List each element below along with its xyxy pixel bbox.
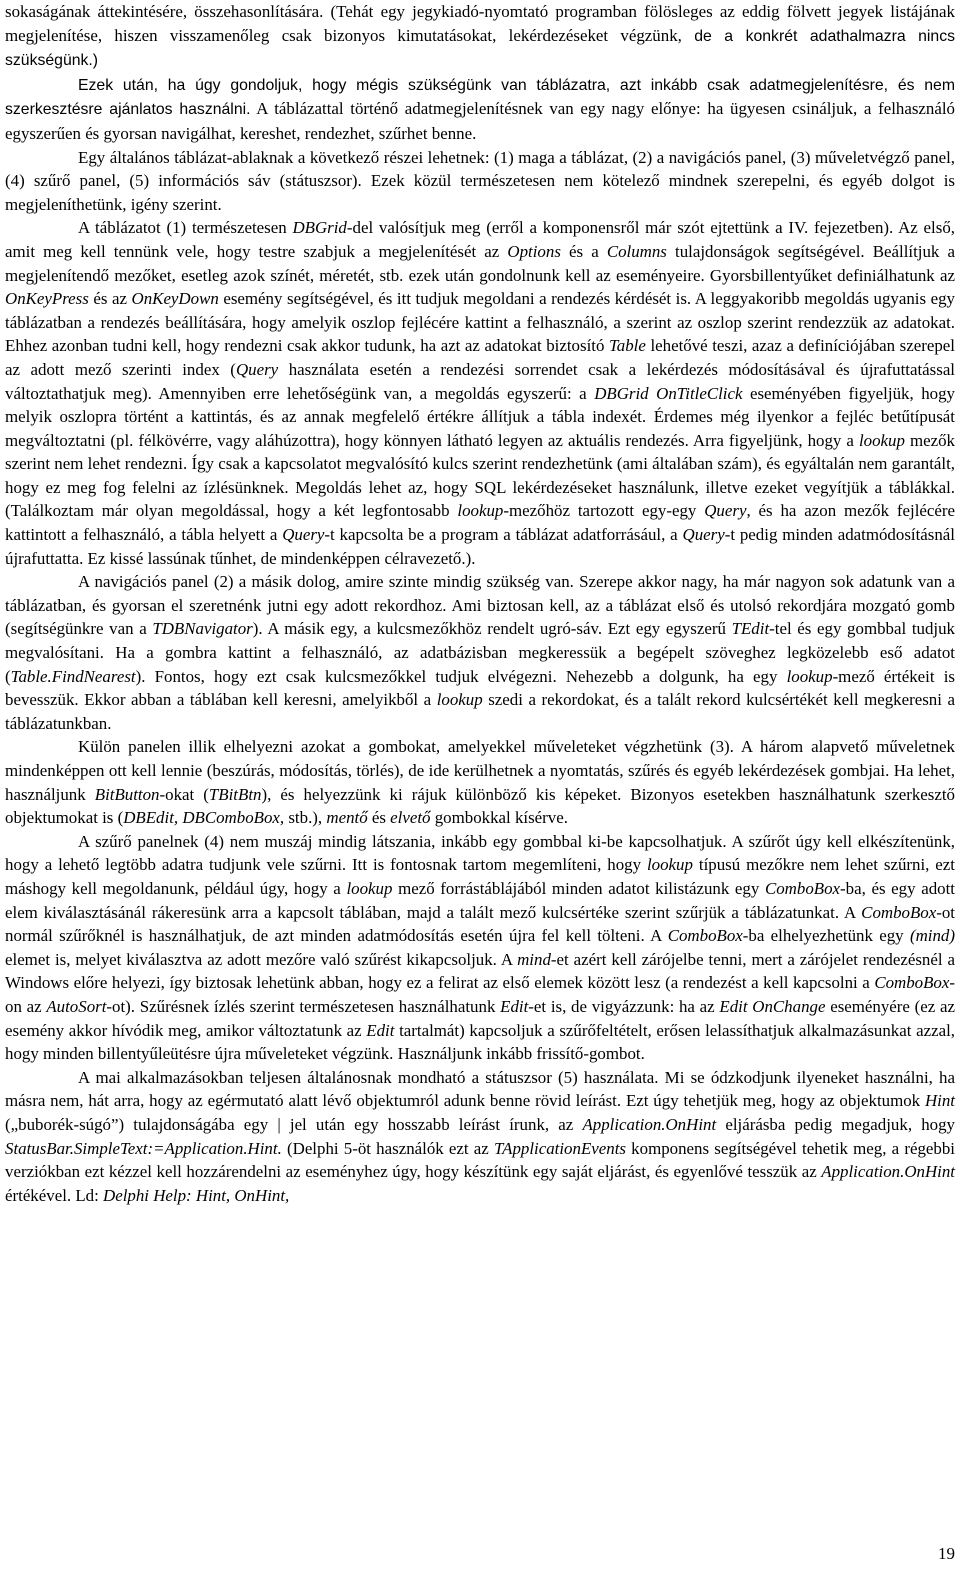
paragraph [5, 146, 955, 217]
italic-term: Application.OnHint [582, 1114, 717, 1134]
paragraph [5, 73, 955, 146]
italic-term: DBGrid [292, 218, 347, 238]
italic-term: lookup [646, 855, 693, 875]
text-run: lehetővé teszi, azaz a definíciójában szerepel az adott mező szerinti index ( [5, 336, 955, 379]
italic-term: Table.FindNearest [10, 666, 136, 686]
page-number: 19 [938, 1544, 955, 1563]
italic-term: StatusBar.SimpleText:=Application.Hint. [5, 1138, 282, 1158]
paragraph [5, 216, 955, 570]
text-run: eseményére (ez az esemény akkor hívódik meg, amikor változtatunk az [5, 996, 955, 1040]
text-run: A navigációs panel (2) a másik dolog, amire szinte mindig szükség van. Szerepe akkor nagy, ha már nagyon sok adatunk van a táblázatban, és gyorsan el szeretnénk jutni egy adott rekordhoz. Ami biztosan kell, az a táblázat első és utolsó rekordjára mozgató gomb (segítségünkre van a [5, 572, 955, 639]
text-run: -mező értékeit is bevesszük. Ekkor abban a táblában kell keresni, amelyikből a [5, 666, 955, 710]
text-run: -t pedig minden adatmódosításnál újrafuttatta. Ez kissé lassúnak tűnhet, de mindenképpen célravezető.). [5, 525, 955, 568]
text-run: tartalmát) kapcsoljuk a szűrőfeltételt, erősen lelassíthatjuk alkalmazásunkat azzal, hogy minden billentyűleütésre újra műveleteket végzünk. Használjunk inkább frissítő-gombot. [5, 1020, 955, 1064]
italic-term: TEdit [731, 619, 770, 639]
text-run: -on az [5, 973, 955, 1016]
text-run: ). Fontos, hogy ezt csak kulcsmezőkkel tudjuk elvégezni. Nehezebb a dolgunk, ha egy [135, 666, 787, 686]
italic-term: Columns [606, 241, 667, 261]
paragraph [5, 1066, 955, 1208]
text-run: eljárásba pedig megadjuk, hogy [716, 1114, 955, 1134]
text-run: (Delphi 5-öt használók ezt az [281, 1138, 494, 1158]
italic-term: Table [608, 336, 646, 356]
text-run: A táblázatot (1) természetesen [78, 218, 293, 238]
italic-term: Query [704, 501, 747, 521]
italic-term: ComboBox [861, 902, 937, 922]
text-run: -del valósítjuk meg (erről a komponensről már szót ejtettünk a IV. fejezetben). Az első, amit meg kell tennünk vele, hogy testre szabjuk a megjelenítését az [5, 218, 955, 261]
text-run: mezők szerint nem lehet rendezni. Így csak a kapcsolatot megvalósító kulcs szerint rendezhetünk (ami általában szám), és egyáltalán nem garantált, hogy ez meg fog felelni az ízlésünknek. Megoldás lehet az, hogy SQL lekérdezéseket használunk, illetve ezeket vegyítjük a táblákkal. (Találkoztam már olyan megoldással, hogy a két legfontosabb [5, 430, 955, 521]
italic-term: DBGrid OnTitleClick [594, 383, 743, 403]
italic-term: Delphi Help: Hint, OnHint, [103, 1185, 290, 1205]
text-run: esemény segítségével, és itt tudjuk megoldani a rendezés kérdését is. A leggyakoribb megoldás ugyanis egy táblázatban a rendezés beállítására, hogy amelyik oszlop fejlécére kattint a felhasználó, a szerint az oszlop szerint rendezzük az adatokat. Ehhez azonban tudni kell, hogy rendezni csak akkor tudunk, ha azt az adatokat biztosító [5, 289, 955, 356]
italic-term: AutoSort [46, 996, 107, 1016]
italic-term: ComboBox [764, 878, 841, 898]
text-run: szedi a rekordokat, és a talált rekord kulcsértékét kell megkeresni a táblázatunkban. [5, 690, 955, 733]
text-run: típusú mezőkre nem lehet szűrni, ezt máshogy kell megoldanunk, például úgy, hogy a [5, 855, 955, 898]
text-run: elemet is, melyet kiválasztva az adott mezőre való szűrést kikapcsoljuk. A [5, 949, 518, 969]
italic-term: lookup [786, 666, 833, 686]
italic-term: ComboBox [667, 926, 743, 946]
italic-term: DBEdit, DBComboBox, [123, 808, 285, 828]
text-run: A szűrő panelnek (4) nem muszáj mindig látszania, inkább egy gombbal ki-be kapcsolhatjuk. A szűrőt úgy kell elkészítenünk, hogy a lehető legtöbb adatra tudjunk vele szűrni. Itt is fontosnak tartom megemlíteni, hogy [5, 831, 955, 875]
text-run: ), és helyezzünk ki rájuk különböző kis képeket. Bizonyos esetekben használhatunk szerkesztő objektumokat is ( [5, 784, 955, 828]
text-run: gombokkal kísérve. [430, 808, 568, 828]
text-run: („buborék-súgó”) tulajdonságába egy | jel után egy hosszabb leírást írunk, az [5, 1114, 583, 1134]
italic-term: lookup [436, 690, 483, 710]
italic-term: ComboBox [874, 973, 950, 993]
text-run: stb.), [284, 808, 327, 828]
text-run: eseményében figyeljük, hogy melyik oszlopra történt a kattintás, és az annak megfelelő értékre állítjuk a tábla indexét. Érdemes még ilyenkor a fejléc betűtípusát megváltoztatni (pl. félkövérre, vagy aláhúzottra), hogy könnyen látható legyen az aktuális rendezés. Arra figyeljünk, hogy a [5, 383, 955, 450]
italic-term: Query [282, 525, 325, 545]
italic-term: lookup [457, 501, 504, 521]
italic-term: Query [235, 359, 279, 379]
text-run: de a konkrét adathalmazra nincs szükségünk.) [5, 27, 955, 70]
text-run: tulajdonságok segítségével. Beállítjuk a megjelenítendő mezőket, esetleg azok színét, méretét, stb. ezek után gondolnunk kell az eseményeire. Gyorsbillentyűket definiálhatunk az [5, 241, 955, 285]
text-run: -t kapcsolta be a program a táblázat adatforrásául, a [324, 525, 683, 545]
paragraph [5, 570, 955, 735]
text-run: komponens segítségével tehetik meg, a régebbi verziókban ezt kézzel kell hozzárendelni az eseményhez úgy, hogy készítünk egy saját eljárást, és egyenlővé tesszük az [5, 1138, 955, 1182]
text-run: mező forrástáblájából minden adatot kilistázunk egy [392, 878, 765, 898]
paragraph [5, 0, 955, 73]
text-run: -et is, de vigyázzunk: ha az [528, 996, 720, 1016]
italic-term: Hint [924, 1091, 955, 1111]
text-run: -et azért kell zárójelbe tenni, mert a zárójelet rendezésnél a Windows előre helyezi, így biztosak lehetünk abban, hogy ez a felirat az első elemek között lesz (a rendezést a kell kapcsolni a [5, 949, 955, 993]
italic-term: BitButton [94, 784, 160, 804]
text-run: és az [88, 289, 132, 309]
text-run: Külön panelen illik elhelyezni azokat a gombokat, amelyekkel műveleteket végzhetünk (3). A három alapvető műveletnek mindenképpen ott kell lennie (beszúrás, módosítás, törlés), de ide kerülhetnek a nyomtatás, szűrés és egyéb lekérdezések gombjai. Ha lehet, használjunk [5, 737, 955, 804]
italic-term: Application.OnHint [821, 1162, 955, 1182]
italic-term: lookup [346, 878, 393, 898]
text-run: sokaságának áttekintésére, összehasonlítására. (Tehát egy jegykiadó-nyomtató programban fölösleges az eddig fölvett jegyek listájának megjelenítése, hiszen visszamenőleg csak bizonyos kimutatásokat, lekérdezéseket végzünk, [5, 2, 955, 45]
italic-term: TDBNavigator [152, 619, 253, 639]
text-run: -ot). Szűrésnek ízlés szerint természetesen használhatunk [106, 996, 501, 1016]
italic-term: Edit [500, 996, 529, 1016]
text-run: értékével. Ld: [5, 1185, 104, 1205]
italic-term: Edit [366, 1020, 395, 1040]
text-run: -mezőhöz tartozott egy-egy [503, 501, 705, 521]
text-run: -ba elhelyezhetünk egy [742, 926, 910, 946]
italic-term: lookup [858, 430, 905, 450]
text-run: A táblázattal történő adatmegjelenítésnek van egy nagy előnye: ha ügyesen csináljuk, a felhasználó egyszerűen és gyorsan navigálhat, kereshet, rendezhet, szűrhet benne. [5, 99, 955, 143]
text-run: -tel és egy gombbal tudjuk megvalósítani. Ha a gombra kattint a felhasználó, az adatbázisban megkeressük a begépelt szöveghez legközelebb eső adatot ( [5, 619, 955, 686]
italic-term: OnKeyDown [131, 289, 219, 309]
italic-term: (mind) [909, 926, 955, 946]
text-run: , és ha azon mezők fejlécére kattintott a felhasználó, a tábla helyett a [5, 501, 956, 545]
italic-term: mentő [326, 808, 368, 828]
italic-term: TBitBtn [208, 784, 262, 804]
italic-term: Edit OnChange [719, 996, 826, 1016]
text-run: Ezek után, ha úgy gondoljuk, hogy mégis szükségünk van táblázatra, azt inkább csak adatmegjelenítésre, és nem szerkesztésre ajánlatos használni. [5, 76, 955, 119]
text-run: -ot normál szűrőknél is használhatjuk, de azt minden adatmódosítás esetén újra fel kell tölteni. A [5, 902, 955, 946]
text-run: ). A másik egy, a kulcsmezőkhöz rendelt ugró-sáv. Ezt egy egyszerű [252, 619, 732, 639]
italic-term: Query [682, 525, 725, 545]
text-run: -okat ( [159, 784, 209, 804]
italic-term: elvető [390, 808, 431, 828]
text-run: -ba, és egy adott elem kiválasztásánál rákeresünk arra a kapcsolt táblában, majd a talált mező kulcsértéke szerint szűrjük a táblázatunkat. A [5, 878, 955, 922]
text-run: és a [560, 241, 607, 261]
text-run: Egy általános táblázat-ablaknak a következő részei lehetnek: (1) maga a táblázat, (2) a navigációs panel, (3) műveletvégző panel, (4) szűrő panel, (5) információs sáv (státuszsor). Ezek közül természetesen nem kötelező mindnek szerepelni, és egyéb dolgot is megjeleníthetünk, igény szerint. [5, 147, 955, 214]
document-body [5, 0, 955, 1207]
text-run: A mai alkalmazásokban teljesen általánosnak mondható a státuszsor (5) használata. Mi se ódzkodjunk ilyeneket használni, ha másra nem, hát arra, hogy az egérmutató alatt lévő objektumról adunk benne rövid leírást. Ezt úgy tehetjük meg, hogy az objektumok [5, 1067, 955, 1111]
italic-term: OnKeyPress [5, 289, 89, 309]
italic-term: mind [517, 949, 551, 969]
paragraph [5, 830, 955, 1066]
text-run: és [367, 808, 391, 828]
paragraph [5, 735, 955, 829]
italic-term: TApplicationEvents [494, 1138, 626, 1158]
italic-term: Options [507, 241, 561, 261]
text-run: használata esetén a rendezési sorrendet csak a lekérdezés módosításával és újrafuttatással változtathatjuk meg). Amennyiben erre lehetőségünk van, a megoldás egyszerű: a [5, 359, 956, 403]
